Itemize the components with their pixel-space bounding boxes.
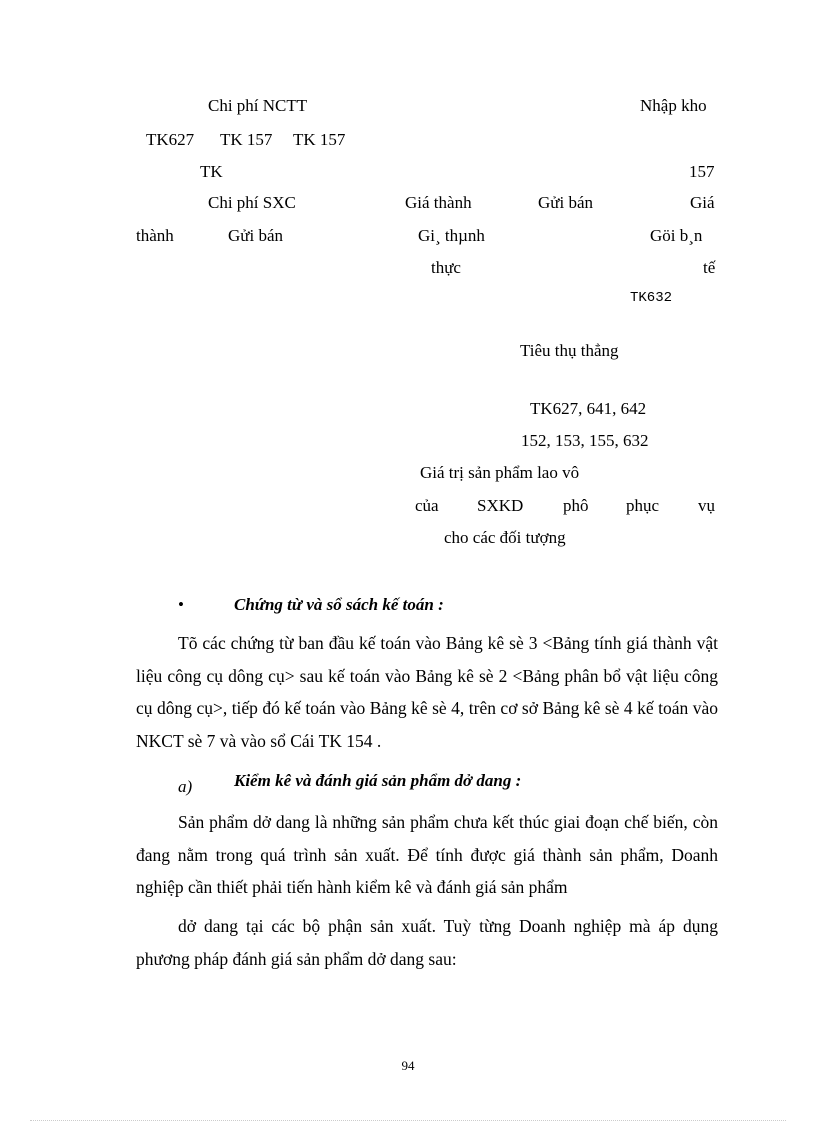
diagram-label-tk627: TK627 [146, 130, 195, 149]
section-label-a: a) [178, 777, 193, 796]
diagram-label-tk632: TK632 [630, 290, 673, 306]
paragraph-kiem-ke-1: Sản phẩm dở dang là những sản phẩm chưa kết thúc giai đoạn chế biến, còn đang nằm trong quá trình sản xuất. Để tính được giá thành sản phẩm, Doanh nghiệp cần thiết phải tiến hành kiểm kê và đánh giá sản phẩm [136, 812, 718, 897]
paragraph-kiem-ke-2: dở dang tại các bộ phận sản xuất. Tuỳ từng Doanh nghiệp mà áp dụng phương pháp đánh giá sản phẩm dở dang sau: [136, 916, 718, 969]
diagram-label-chi-phi-ncct: Chi phí NCTT [208, 96, 308, 115]
diagram-label-gui-ban-2: Gửi bán [228, 226, 284, 245]
diagram-label-nhap-kho: Nhập kho [640, 96, 707, 115]
diagram-label-te: tế [703, 258, 716, 277]
diagram-label-gia-tri-1: Giá trị sản phẩm lao vô [420, 463, 580, 482]
diagram-label-phuc: phục [626, 496, 660, 515]
diagram-label-gia-thanh: Giá thành [405, 193, 472, 212]
diagram-label-157: 157 [689, 162, 715, 181]
diagram-label-chi-phi-sxc: Chi phí SXC [208, 193, 296, 212]
diagram-label-tk-list-1: TK627, 641, 642 [530, 399, 647, 418]
diagram-label-tk-list-2: 152, 153, 155, 632 [521, 431, 649, 450]
paragraph-chung-tu: Tõ các chứng từ ban đầu kế toán vào Bảng kê sè 3 <Bảng tính giá thành vật liệu công cụ dông cụ> sau kế toán vào Bảng kê sè 2 <Bảng phân bổ vật liệu công cụ dông cụ>, tiếp đó kế toán vào Bảng kê sè 4, trên cơ sở Bảng kê sè 4 kế toán vào NKCT sè 7 và vào sổ Cái TK 154 . [136, 633, 718, 751]
diagram-label-gui-ban-garbled: Göi b¸n [650, 226, 703, 245]
section-heading-chung-tu: Chứng từ và sổ sách kế toán : [234, 595, 444, 614]
diagram-label-thanh: thành [136, 226, 174, 245]
diagram-label-thuc: thực [431, 258, 461, 277]
bullet: • [178, 595, 184, 614]
diagram-label-gui-ban: Gửi bán [538, 193, 594, 212]
diagram-label-gia: Giá [690, 193, 715, 212]
diagram-label-cho-cac-doi-tuong: cho các đối tượng [444, 528, 566, 547]
diagram-label-tk: TK [200, 162, 223, 181]
diagram-label-tieu-thu-thang: Tiêu thụ thẳng [520, 341, 619, 360]
diagram-label-cua: của [415, 496, 439, 515]
diagram-label-pho: phô [563, 496, 589, 515]
diagram-label-gia-thanh-garbled: Gi¸ thµnh [418, 226, 485, 245]
diagram-label-sxkd: SXKD [477, 496, 524, 515]
diagram-label-vu: vụ [698, 496, 715, 515]
diagram-label-tk157-b: TK 157 [293, 130, 346, 149]
page-number: 94 [401, 1058, 415, 1073]
diagram-label-tk157-a: TK 157 [220, 130, 273, 149]
footer-divider [30, 1120, 786, 1121]
section-heading-kiem-ke: Kiểm kê và đánh giá sản phẩm dở dang : [234, 771, 522, 790]
